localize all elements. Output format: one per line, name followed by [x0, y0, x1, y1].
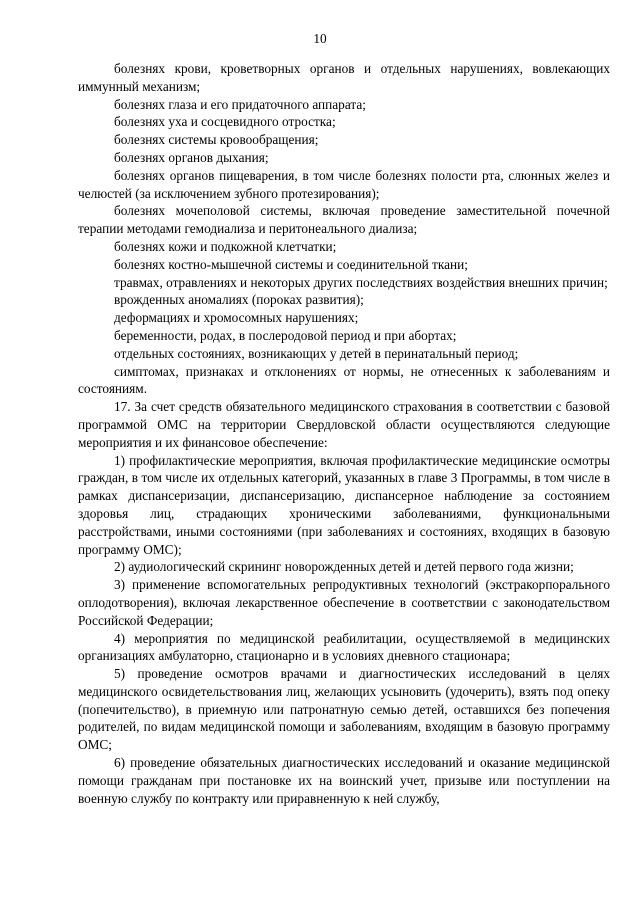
paragraph-injuries: травмах, отравлениях и некоторых других последствиях воздействия внешних причин; — [114, 274, 608, 290]
paragraph-chromosomal-disorders: деформациях и хромосомных нарушениях; — [114, 310, 359, 326]
paragraph-eye-diseases: болезнях глаза и его придаточного аппарата; — [114, 96, 366, 112]
paragraph-section-17: 17. За счет средств обязательного медицинского страхования в соответствии с базовой программой ОМС на территории Свердловской области осуществляются следующие мероприятия и их финансовое обеспечение: — [78, 399, 610, 450]
paragraph-digestive-diseases: болезнях органов пищеварения, в том числе болезнях полости рта, слюнных желез и челюстей (за исключением зубного протезирования); — [78, 167, 610, 201]
paragraph-urogenital-diseases: болезнях мочеполовой системы, включая проведение заместительной почечной терапии методами гемодиализа и перитонеального диализа; — [78, 203, 610, 237]
paragraph-musculoskeletal-diseases: болезнях костно-мышечной системы и соединительной ткани; — [114, 256, 468, 272]
paragraph-symptoms: симптомах, признаках и отклонениях от нормы, не отнесенных к заболеваниям и состояниям. — [78, 363, 610, 397]
list-item-3: 3) применение вспомогательных репродуктивных технологий (экстракорпорального оплодотворения), включая лекарственное обеспечение в соответствии с законодательством Российской Федерации; — [78, 577, 610, 628]
list-item-4: 4) мероприятия по медицинской реабилитации, осуществляемой в медицинских организациях амбулаторно, стационарно и в условиях дневного стационара; — [78, 630, 610, 664]
paragraph-respiratory-diseases: болезнях органов дыхания; — [114, 149, 269, 165]
paragraph-circulatory-diseases: болезнях системы кровообращения; — [114, 132, 319, 148]
paragraph-skin-diseases: болезнях кожи и подкожной клетчатки; — [114, 238, 337, 254]
page-number: 10 — [313, 31, 327, 46]
list-item-6: 6) проведение обязательных диагностических исследований и оказание медицинской помощи гражданам при постановке их на воинский учет, призыве или поступлении на военную службу по контракту или приравненную к ней службу, — [78, 755, 610, 806]
paragraph-ear-diseases: болезнях уха и сосцевидного отростка; — [114, 114, 336, 130]
list-item-2: 2) аудиологический скрининг новорожденных детей и детей первого года жизни; — [114, 559, 574, 575]
list-item-5: 5) проведение осмотров врачами и диагностических исследований в целях медицинского освидетельствования лиц, желающих усыновить (удочерить), взять под опеку (попечительство), в приемную или патронатную семью детей, оставшихся без попечения родителей, по видам медицинской помощи и заболеваниям, входящим в базовую программу ОМС; — [78, 666, 610, 753]
paragraph-blood-diseases: болезнях крови, кроветворных органов и отдельных нарушениях, вовлекающих иммунный механизм; — [78, 61, 610, 94]
paragraph-congenital-anomalies: врожденных аномалиях (пороках развития); — [114, 292, 364, 308]
document-body — [78, 60, 610, 807]
paragraph-pregnancy: беременности, родах, в послеродовой период и при абортах; — [114, 327, 457, 343]
list-item-1: 1) профилактические мероприятия, включая профилактические медицинские осмотры граждан, в том числе их отдельных категорий, указанных в главе 3 Программы, в том числе в рамках диспансеризации, диспансеризацию, диспансерное наблюдение за состоянием здоровья лиц, страдающих хроническими заболеваниями, функциональными расстройствами, иными состояниями (при заболеваниях и состояниях, входящих в базовую программу ОМС); — [78, 452, 610, 557]
paragraph-perinatal-conditions: отдельных состояниях, возникающих у детей в перинатальный период; — [114, 345, 519, 361]
